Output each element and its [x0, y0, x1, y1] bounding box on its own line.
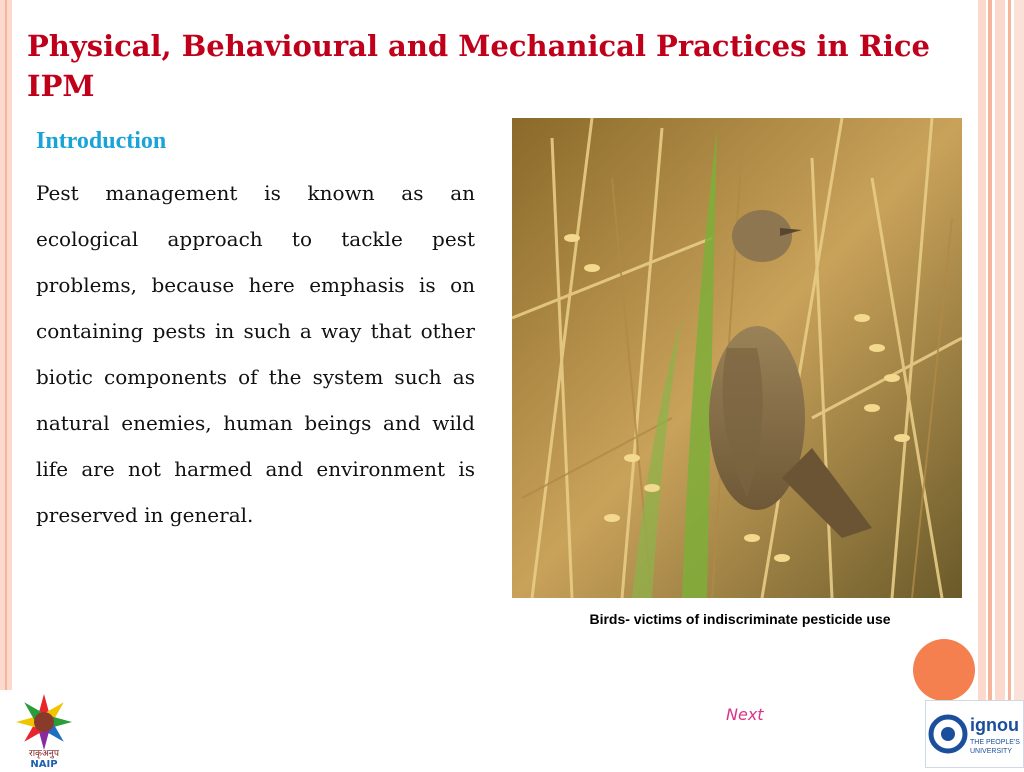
naip-logo [0, 690, 92, 768]
svg-text:NAIP: NAIP [30, 759, 58, 768]
ignou-logo [925, 700, 1024, 768]
left-decorative-stripe [0, 0, 12, 690]
right-decorative-stripes [978, 0, 1024, 768]
section-heading: Introduction [36, 128, 167, 154]
svg-text:THE PEOPLE'S: THE PEOPLE'S [970, 739, 1020, 746]
orange-circle-decoration [913, 639, 975, 701]
bird-photo [512, 118, 962, 598]
image-caption: Birds- victims of indiscriminate pesticide use [589, 611, 891, 627]
next-link[interactable]: Next [726, 705, 764, 724]
slide-title: Physical, Behavioural and Mechanical Practices in Rice IPM [27, 29, 930, 103]
body-paragraph: Pest management is known as an ecological approach to tackle pest problems, because here emphasis is on containing pests in such a way that other biotic components of the system such as natural enemies, human beings and wild life are not harmed and environment is preserved in general. [36, 181, 475, 527]
svg-text:राकृअनुप: राकृअनुप [29, 749, 59, 759]
svg-text:ignou: ignou [970, 715, 1019, 735]
svg-text:UNIVERSITY: UNIVERSITY [970, 748, 1013, 755]
